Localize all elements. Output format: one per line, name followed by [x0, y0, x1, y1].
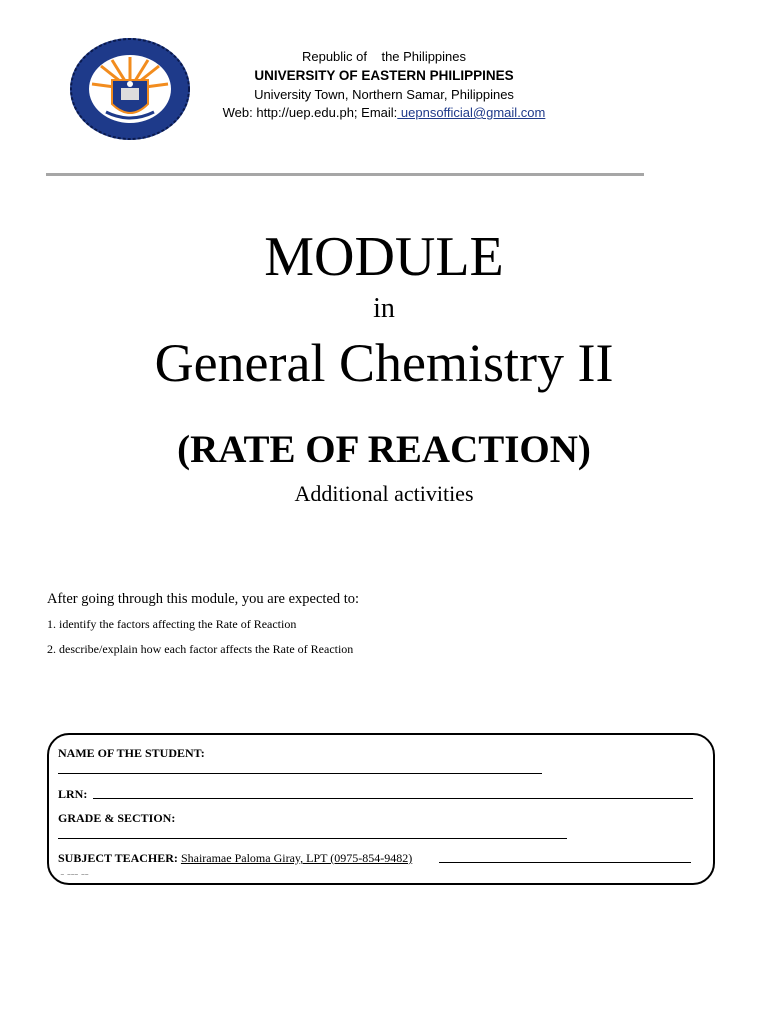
- objective-item: 1. identify the factors affecting the Rate of Reaction: [47, 617, 297, 631]
- web-label: Web: http://uep.edu.ph; Email:: [222, 105, 398, 120]
- university-name: UNIVERSITY OF EASTERN PHILIPPINES: [254, 68, 514, 83]
- subject-teacher-value: Shairamae Paloma Giray, LPT (0975-854-9482): [180, 851, 413, 865]
- student-info-box: [47, 733, 715, 885]
- truncated-line-remnant: ‾ ‾‾‾ ‾‾: [61, 874, 89, 883]
- module-subtitle: Additional activities: [294, 481, 474, 506]
- student-name-field[interactable]: [58, 773, 542, 774]
- grade-section-field[interactable]: [58, 838, 567, 839]
- letterhead: [190, 48, 578, 122]
- subject-teacher-label: SUBJECT TEACHER: Shairamae Paloma Giray, LPT (0975-854-9482): [58, 851, 413, 865]
- module-title: MODULE: [264, 226, 504, 288]
- lrn-label: LRN:: [58, 787, 88, 801]
- topic-title: (RATE OF REACTION): [177, 428, 591, 471]
- republic-line: Republic of the Philippines: [301, 49, 467, 64]
- student-name-label: NAME OF THE STUDENT:: [58, 746, 205, 760]
- subject-title: General Chemistry II: [154, 333, 614, 393]
- contact-line: [190, 104, 578, 122]
- objectives-intro: After going through this module, you are expected to:: [47, 591, 360, 607]
- university-address: University Town, Northern Samar, Philippines: [254, 87, 514, 102]
- subject-teacher-field[interactable]: [439, 862, 691, 863]
- university-seal-logo: [68, 36, 192, 142]
- objective-item: 2. describe/explain how each factor affects the Rate of Reaction: [47, 642, 354, 656]
- email-link[interactable]: uepnsofficial@gmail.com: [397, 105, 546, 120]
- grade-section-label: GRADE & SECTION:: [58, 811, 176, 825]
- module-in: in: [373, 293, 395, 324]
- learning-objectives: [47, 590, 727, 666]
- header-divider: [46, 173, 644, 176]
- lrn-field[interactable]: [93, 798, 693, 799]
